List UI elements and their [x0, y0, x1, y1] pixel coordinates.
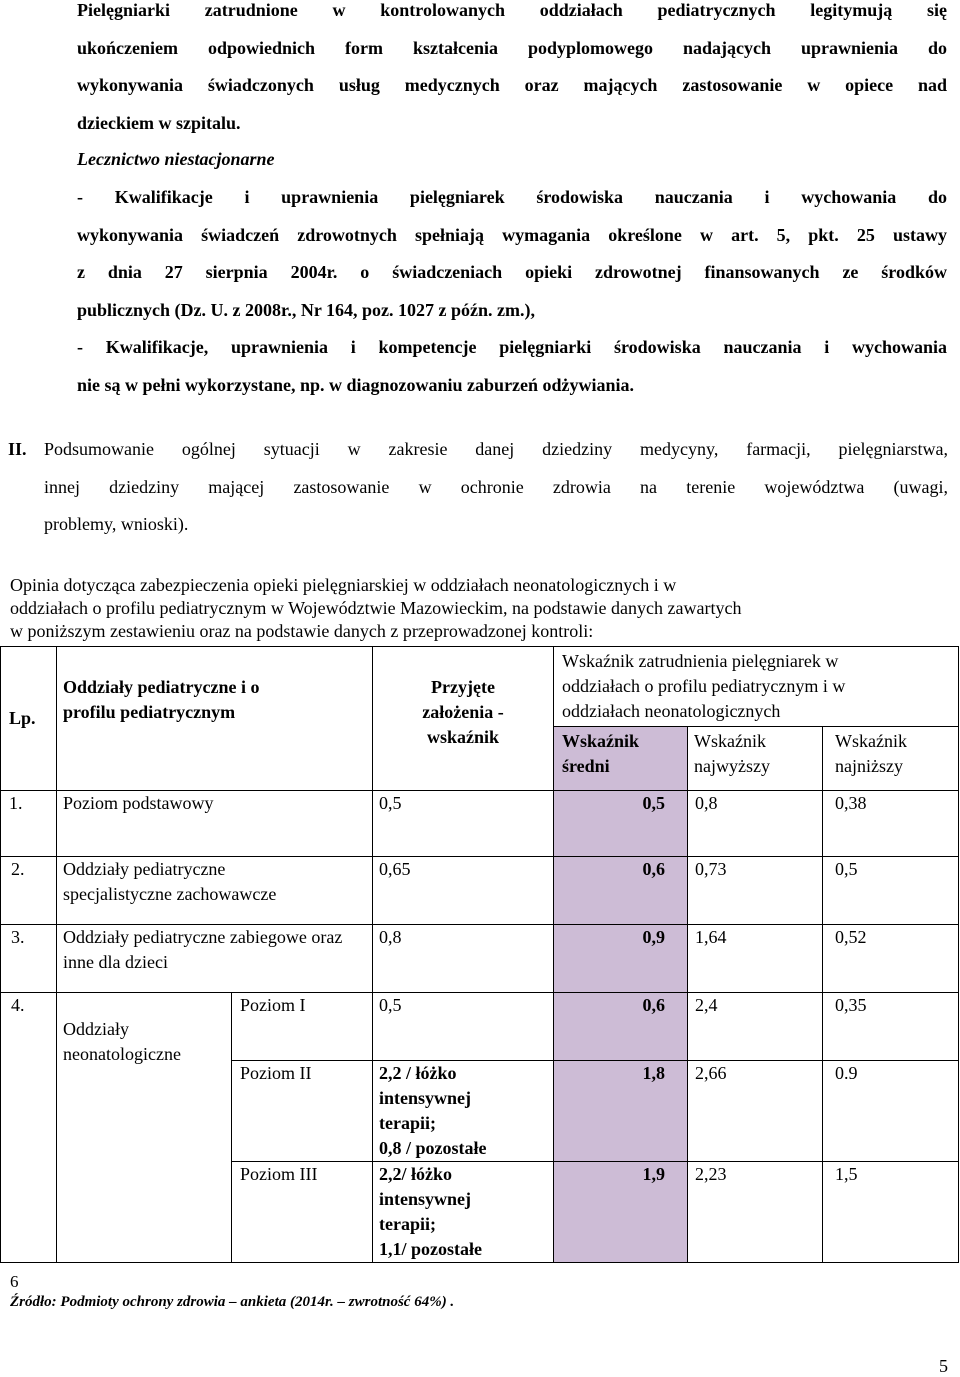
- paragraph-school-nurses: [77, 179, 947, 329]
- opinion-paragraph: [10, 574, 950, 643]
- cell-min: 0,52: [823, 925, 959, 993]
- cell-przyjete: [373, 1061, 554, 1162]
- cell-przyjete: 0,65: [373, 857, 554, 925]
- header-najnizszy: Wskaźnik najniższy: [823, 727, 959, 791]
- paragraph-qualifications: [77, 0, 947, 142]
- text-line: 2,2/ łóżko: [379, 1164, 453, 1184]
- cell-max: 0,73: [688, 857, 823, 925]
- cell-sredni: 0,6: [554, 993, 688, 1061]
- staffing-table: [0, 646, 959, 1263]
- text-line: oddziałach o profilu pediatrycznym w Województwie Mazowieckim, na podstawie danych zawartych: [10, 598, 742, 618]
- cell-name: Oddziały pediatryczne zabiegowe oraz inne dla dzieci: [57, 925, 373, 993]
- cell-level-name: Poziom II: [232, 1061, 373, 1162]
- cell-przyjete: [373, 1162, 554, 1263]
- text-line: z dnia 27 sierpnia 2004r. o świadczeniach opieki zdrowotnej finansowanych ze środków: [77, 262, 947, 282]
- text-line: 1,1/ pozostałe: [379, 1239, 482, 1259]
- header-oddzialy: Oddziały pediatryczne i o profilu pediatrycznym: [57, 647, 373, 791]
- text-line: 0,8 / pozostałe: [379, 1138, 487, 1158]
- cell-name: Oddziały pediatryczne specjalistyczne zachowawcze: [57, 857, 373, 925]
- cell-sredni: 1,8: [554, 1061, 688, 1162]
- section-heading: Lecznictwo niestacjonarne: [77, 149, 275, 169]
- section-number: II.: [8, 439, 27, 459]
- cell-min: 0,5: [823, 857, 959, 925]
- paragraph-competencies: [77, 329, 947, 404]
- cell-lp: 1.: [1, 791, 57, 857]
- text-line: intensywnej: [379, 1088, 472, 1108]
- cell-przyjete: 0,8: [373, 925, 554, 993]
- table-row: [1, 791, 959, 857]
- table-row: [1, 925, 959, 993]
- text-line: terapii;: [379, 1113, 436, 1133]
- cell-min: 0,35: [823, 993, 959, 1061]
- cell-min: 0.9: [823, 1061, 959, 1162]
- text-line: wykonywania świadczonych usług medycznych oraz mających zastosowanie w opiece nad: [77, 75, 947, 95]
- cell-min: 1,5: [823, 1162, 959, 1263]
- cell-lp: 2.: [1, 857, 57, 925]
- text-line: 2,2 / łóżko: [379, 1063, 457, 1083]
- cell-max: 0,8: [688, 791, 823, 857]
- table-row: [1, 993, 959, 1061]
- cell-max: 2,66: [688, 1061, 823, 1162]
- cell-przyjete: 0,5: [373, 993, 554, 1061]
- cell-lp: 3.: [1, 925, 57, 993]
- cell-max: 2,23: [688, 1162, 823, 1263]
- text-line: w poniższym zestawieniu oraz na podstawie danych z przeprowadzonej kontroli:: [10, 621, 594, 641]
- header-przyjete: Przyjęte założenia -wskaźnik: [373, 647, 554, 791]
- text-line: terapii;: [379, 1214, 436, 1234]
- cell-level-name: Poziom I: [232, 993, 373, 1061]
- cell-level-name: Poziom III: [232, 1162, 373, 1263]
- cell-przyjete: 0,5: [373, 791, 554, 857]
- header-lp: Lp.: [1, 647, 57, 791]
- text-line: Pielęgniarki zatrudnione w kontrolowanych oddziałach pediatrycznych legitymują się: [77, 0, 947, 20]
- text-line: ukończeniem odpowiednich form kształcenia podyplomowego nadających uprawnienia do: [77, 37, 947, 58]
- cell-name: Oddziały neonatologiczne: [57, 993, 232, 1263]
- cell-sredni: 1,9: [554, 1162, 688, 1263]
- text-line: - Kwalifikacje, uprawnienia i kompetencje pielęgniarki środowiska nauczania i wychowania: [77, 337, 947, 357]
- text-line: intensywnej: [379, 1189, 472, 1209]
- cell-sredni: 0,6: [554, 857, 688, 925]
- text-line: nie są w pełni wykorzystane, np. w diagnozowaniu zaburzeń odżywiania.: [77, 374, 635, 395]
- text-line: problemy, wnioski).: [44, 514, 189, 534]
- text-line: dzieckiem w szpitalu.: [77, 112, 241, 133]
- text-line: publicznych (Dz. U. z 2008r., Nr 164, poz. 1027 z późn. zm.),: [77, 299, 535, 320]
- header-najwyzszy: Wskaźnik najwyższy: [688, 727, 823, 791]
- text-line: innej dziedziny mającej zastosowanie w ochronie zdrowia na terenie województwa (uwagi,: [44, 476, 948, 497]
- cell-min: 0,38: [823, 791, 959, 857]
- section-2: [8, 431, 948, 544]
- cell-lp: 4.: [1, 993, 57, 1263]
- source-note: Źródło: Podmioty ochrony zdrowia – ankieta (2014r. – zwrotność 64%) .: [10, 1294, 455, 1310]
- cell-name: Poziom podstawowy: [57, 791, 373, 857]
- header-indicator-group: Wskaźnik zatrudnienia pielęgniarek w oddziałach o profilu pediatrycznym i w oddziałach neonatologicznych: [554, 647, 959, 727]
- text-line: - Kwalifikacje i uprawnienia pielęgniarek środowiska nauczania i wychowania do: [77, 187, 947, 207]
- page-number: 5: [939, 1356, 948, 1376]
- header-sredni: Wskaźnik średni: [554, 727, 688, 791]
- text-line: Opinia dotycząca zabezpieczenia opieki pielęgniarskiej w oddziałach neonatologicznych i w: [10, 575, 677, 595]
- text-line: Podsumowanie ogólnej sytuacji w zakresie danej dziedziny medycyny, farmacji, pielęgniarstwa,: [44, 439, 948, 459]
- cell-sredni: 0,5: [554, 791, 688, 857]
- cell-sredni: 0,9: [554, 925, 688, 993]
- cell-max: 2,4: [688, 993, 823, 1061]
- cell-max: 1,64: [688, 925, 823, 993]
- table-row: [1, 857, 959, 925]
- footnote-number: 6: [10, 1272, 19, 1291]
- text-line: wykonywania świadczeń zdrowotnych spełniają wymagania określone w art. 5, pkt. 25 ustawy: [77, 224, 947, 245]
